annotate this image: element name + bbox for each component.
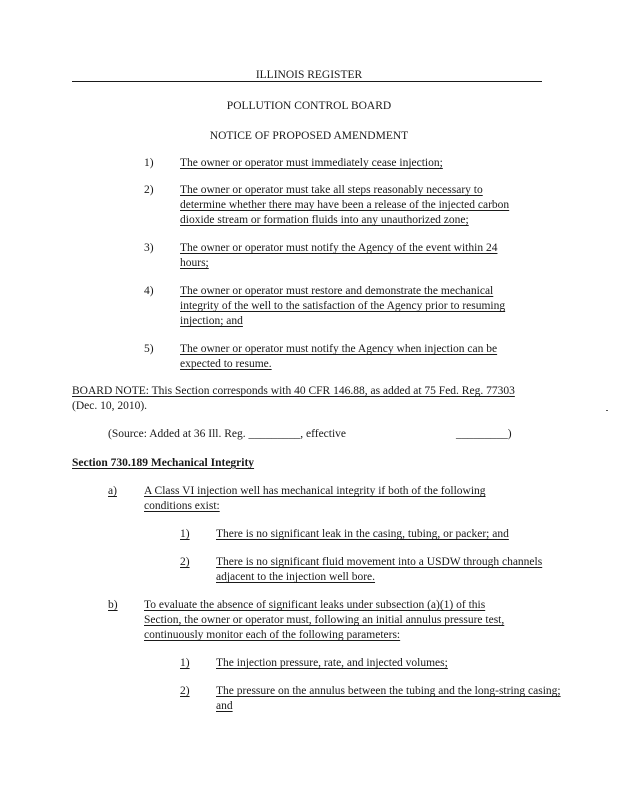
list-item-text: adjacent to the injection well bore. <box>216 571 376 583</box>
list-item-text: The owner or operator must restore and demonstrate the mechanical <box>180 285 494 297</box>
source-note: (Source: Added at 36 Ill. Reg. _________, effective <box>108 428 347 440</box>
source-blank: _________) <box>456 428 512 440</box>
notice-title: NOTICE OF PROPOSED AMENDMENT <box>209 130 409 142</box>
list-item-number: 2) <box>180 556 190 568</box>
list-item-text: expected to resume. <box>180 358 272 370</box>
list-item-text: The owner or operator must immediately cease injection; <box>180 157 443 169</box>
subsection-text: A Class VI injection well has mechanical integrity if both of the following <box>144 485 486 497</box>
list-item-number: 2) <box>180 685 190 697</box>
list-item-number: 1) <box>180 657 190 669</box>
list-item-text: There is no significant leak in the casing, tubing, or packer; and <box>216 528 509 540</box>
board-note: BOARD NOTE: This Section corresponds with 40 CFR 146.88, as added at 75 Fed. Reg. 77303 <box>72 385 515 397</box>
list-item-number: 3) <box>144 242 154 254</box>
margin-mark <box>606 410 608 411</box>
subsection-text: Section, the owner or operator must, following an initial annulus pressure test, <box>144 614 505 626</box>
subsection-label: b) <box>108 599 118 611</box>
list-item-text: There is no significant fluid movement into a USDW through channels <box>216 556 543 568</box>
list-item-number: 4) <box>144 285 154 297</box>
list-item-text: injection; and <box>180 315 243 327</box>
list-item-text: The owner or operator must take all steps reasonably necessary to <box>180 184 483 196</box>
subsection-text: conditions exist: <box>144 500 220 512</box>
board-note-date: (Dec. 10, 2010). <box>72 400 148 412</box>
list-item-text: The injection pressure, rate, and injected volumes; <box>216 657 448 669</box>
section-heading: Section 730.189 Mechanical Integrity <box>72 457 255 469</box>
subsection-text: continuously monitor each of the following parameters: <box>144 629 401 641</box>
list-item-text: and <box>216 700 233 712</box>
list-item-number: 5) <box>144 343 154 355</box>
list-item-text: determine whether there may have been a release of the injected carbon <box>180 199 510 211</box>
list-item-text: The pressure on the annulus between the tubing and the long-string casing; <box>216 685 561 697</box>
subsection-label: a) <box>108 485 117 497</box>
board-title: POLLUTION CONTROL BOARD <box>226 100 392 112</box>
register-title: ILLINOIS REGISTER <box>255 69 363 81</box>
subsection-text: To evaluate the absence of significant leaks under subsection (a)(1) of this <box>144 599 486 611</box>
list-item-number: 1) <box>180 528 190 540</box>
header-rule <box>72 81 542 82</box>
list-item-number: 1) <box>144 157 154 169</box>
list-item-text: hours; <box>180 257 209 269</box>
list-item-text: The owner or operator must notify the Agency when injection can be <box>180 343 498 355</box>
list-item-number: 2) <box>144 184 154 196</box>
list-item-text: The owner or operator must notify the Agency of the event within 24 <box>180 242 498 254</box>
list-item-text: dioxide stream or formation fluids into any unauthorized zone; <box>180 214 469 226</box>
list-item-text: integrity of the well to the satisfaction of the Agency prior to resuming <box>180 300 506 312</box>
